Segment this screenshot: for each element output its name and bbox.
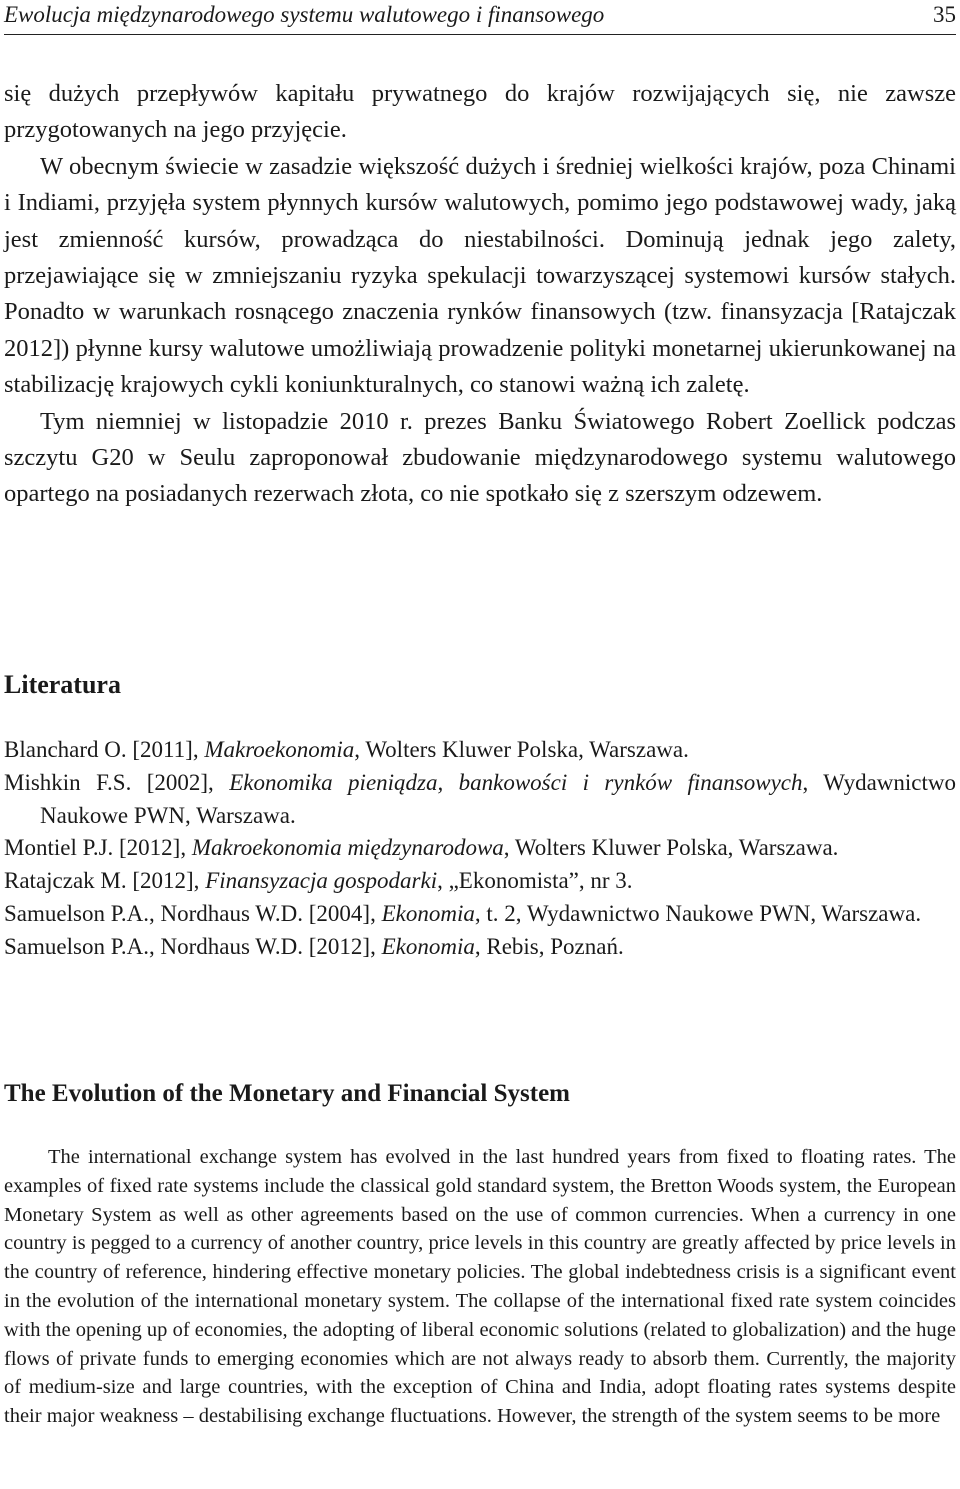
running-header	[4, 0, 956, 35]
reference-list	[4, 734, 956, 964]
body-paragraph: W obecnym świecie w zasadzie większość dużych i średniej wielkości krajów, poza Chinami i Indiami, przyjęła system płynnych kursów walutowych, pomimo jego podstawowej wady, jaką jest zmienność kursów, prowadząca do niestabilności. Dominują jednak jego zalety, przejawiające się w zmniejszaniu ryzyka spekulacji towarzyszącej systemowi kursów stałych. Ponadto w warunkach rosnącego znaczenia rynków finansowych (tzw. finansyzacja [Ratajczak 2012]) płynne kursy walutowe umożliwiają prowadzenie polityki monetarnej ukierunkowanej na stabilizację krajowych cykli koniunkturalnych, co stanowi ważną ich zaletę.	[4, 152, 956, 399]
reference-title: Ekonomia	[381, 900, 475, 926]
abstract-heading: The Evolution of the Monetary and Financial System	[4, 1080, 570, 1107]
reference-title: Makroekonomia międzynarodowa	[191, 835, 504, 861]
reference-title: Ekonomika pieniądza, bankowości i rynków finansowych	[229, 769, 803, 795]
reference-entry: Montiel P.J. [2012], Makroekonomia międzynarodowa, Wolters Kluwer Polska, Warszawa.	[4, 835, 839, 861]
page-number: 35	[933, 2, 956, 27]
reference-entry: Ratajczak M. [2012], Finansyzacja gospodarki, „Ekonomista”, nr 3.	[4, 868, 633, 894]
main-body-text	[4, 76, 956, 513]
body-paragraph: Tym niemniej w listopadzie 2010 r. prezes Banku Światowego Robert Zoellick podczas szczytu G20 w Seulu zaproponował zbudowanie międzynarodowego systemu walutowego opartego na posiadanych rezerwach złota, co nie spotkało się z szerszym odzewem.	[4, 407, 956, 508]
reference-title: Finansyzacja gospodarki	[205, 868, 438, 894]
reference-entry: Blanchard O. [2011], Makroekonomia, Wolters Kluwer Polska, Warszawa.	[4, 737, 689, 762]
running-title: Ewolucja międzynarodowego systemu walutowego i finansowego	[4, 2, 605, 27]
reference-entry: Samuelson P.A., Nordhaus W.D. [2012], Ekonomia, Rebis, Poznań.	[4, 933, 624, 959]
reference-title: Makroekonomia	[204, 737, 355, 762]
abstract-text: The international exchange system has evolved in the last hundred years from fixed to floating rates. The examples of fixed rate systems include the classical gold standard system, the Bretton Woods system, the European Monetary System as well as other agreements based on the use of common currencies. When a currency in one country is pegged to a currency of another country, price levels in this country are greatly affected by price levels in the country of reference, hindering effective monetary policies. The global indebtedness crisis is a significant event in the evolution of the international monetary system. The collapse of the international fixed rate system coincides with the opening up of economies, the adopting of liberal economic solutions (related to globalization) and the huge flows of private funds to emerging economies which are not always ready to absorb them. Currently, the majority of medium-size and large countries, with the exception of China and India, adopt floating rates systems despite their major weakness – destabilising exchange fluctuations. However, the strength of the system seems to be more	[4, 1146, 956, 1428]
literature-heading: Literatura	[4, 670, 121, 699]
reference-entry: Samuelson P.A., Nordhaus W.D. [2004], Ekonomia, t. 2, Wydawnictwo Naukowe PWN, Warszawa.	[4, 900, 922, 926]
body-paragraph: się dużych przepływów kapitału prywatnego do krajów rozwijających się, nie zawsze przygotowanych na jego przyjęcie.	[4, 80, 956, 144]
reference-title: Ekonomia	[381, 933, 475, 959]
reference-entry: Mishkin F.S. [2002], Ekonomika pieniądza, bankowości i rynków finansowych, Wydawnictwo Naukowe PWN, Warszawa.	[4, 769, 956, 828]
